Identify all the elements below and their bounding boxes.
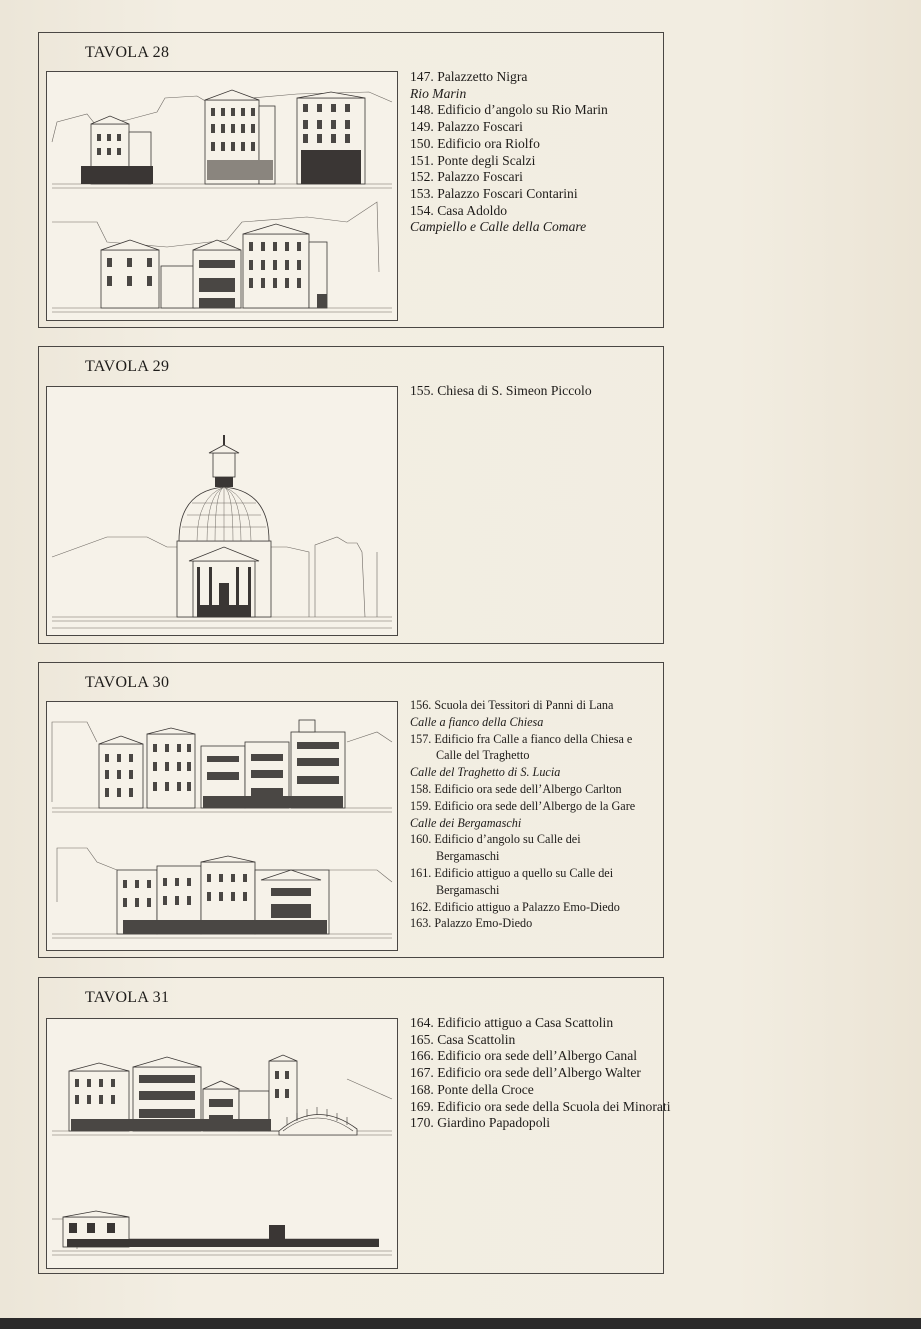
caption-list <box>410 69 662 236</box>
list-item: Rio Marin <box>410 85 467 101</box>
list-item: 156. Scuola dei Tessitori di Panni di Lana <box>410 698 614 712</box>
panel-tavola-31 <box>38 977 671 1274</box>
list-item: 148. Edificio d’angolo su Rio Marin <box>410 102 608 118</box>
elevation-plate <box>46 1018 398 1269</box>
list-item: 170. Giardino Papadopoli <box>410 1115 551 1131</box>
list-item: 154. Casa Adoldo <box>410 202 508 218</box>
panel-tavola-29 <box>38 346 664 644</box>
facade-elevation-drawing <box>47 72 397 320</box>
list-item: Campiello e Calle della Comare <box>410 219 587 235</box>
list-item: 153. Palazzo Foscari Contarini <box>410 185 578 201</box>
list-item: 155. Chiesa di S. Simeon Piccolo <box>410 383 592 398</box>
panel-title: TAVOLA 30 <box>85 674 170 691</box>
elevation-plate <box>46 386 398 636</box>
list-item: 160. Edificio d’angolo su Calle dei Bergamaschi <box>410 832 581 864</box>
caption-list <box>410 383 662 400</box>
list-item: 168. Ponte della Croce <box>410 1081 534 1097</box>
list-item: 149. Palazzo Foscari <box>410 119 523 135</box>
list-item: Calle del Traghetto di S. Lucia <box>410 765 561 780</box>
facade-elevation-drawing <box>47 1019 397 1268</box>
list-item: 158. Edificio ora sede dell’Albergo Carlton <box>410 781 622 796</box>
list-item: 147. Palazzetto Nigra <box>410 69 528 84</box>
list-item: Calle a fianco della Chiesa <box>410 714 544 729</box>
list-item: 164. Edificio attiguo a Casa Scattolin <box>410 1015 614 1030</box>
list-item: 151. Ponte degli Scalzi <box>410 152 536 168</box>
panel-title: TAVOLA 28 <box>85 44 170 61</box>
facade-elevation-drawing <box>47 702 397 950</box>
list-item: 152. Palazzo Foscari <box>410 169 523 185</box>
list-item: 159. Edificio ora sede dell’Albergo de la Gare <box>410 798 636 813</box>
elevation-plate <box>46 701 398 951</box>
list-item: Calle dei Bergamaschi <box>410 815 522 830</box>
list-item: 167. Edificio ora sede dell’Albergo Walter <box>410 1065 641 1081</box>
list-item: 161. Edificio attiguo a quello su Calle dei Bergamaschi <box>410 865 614 897</box>
list-item: 163. Palazzo Emo-Diedo <box>410 916 533 931</box>
panel-tavola-30 <box>38 662 664 958</box>
panel-title: TAVOLA 31 <box>85 989 170 1006</box>
scan-edge <box>0 1318 921 1329</box>
list-item: 165. Casa Scattolin <box>410 1031 516 1047</box>
panel-tavola-28 <box>38 32 664 328</box>
list-item: 166. Edificio ora sede dell’Albergo Canal <box>410 1048 637 1064</box>
caption-list <box>410 697 662 932</box>
list-item: 162. Edificio attiguo a Palazzo Emo-Diedo <box>410 899 620 914</box>
list-item: 169. Edificio ora sede della Scuola dei Minorati <box>410 1098 671 1114</box>
list-item: 150. Edificio ora Riolfo <box>410 135 540 151</box>
caption-list <box>410 1015 671 1132</box>
elevation-plate <box>46 71 398 321</box>
panel-title: TAVOLA 29 <box>85 358 170 375</box>
list-item: 157. Edificio fra Calle a fianco della Chiesa e Calle del Traghetto <box>410 731 633 763</box>
church-dome-elevation-drawing <box>47 387 397 635</box>
